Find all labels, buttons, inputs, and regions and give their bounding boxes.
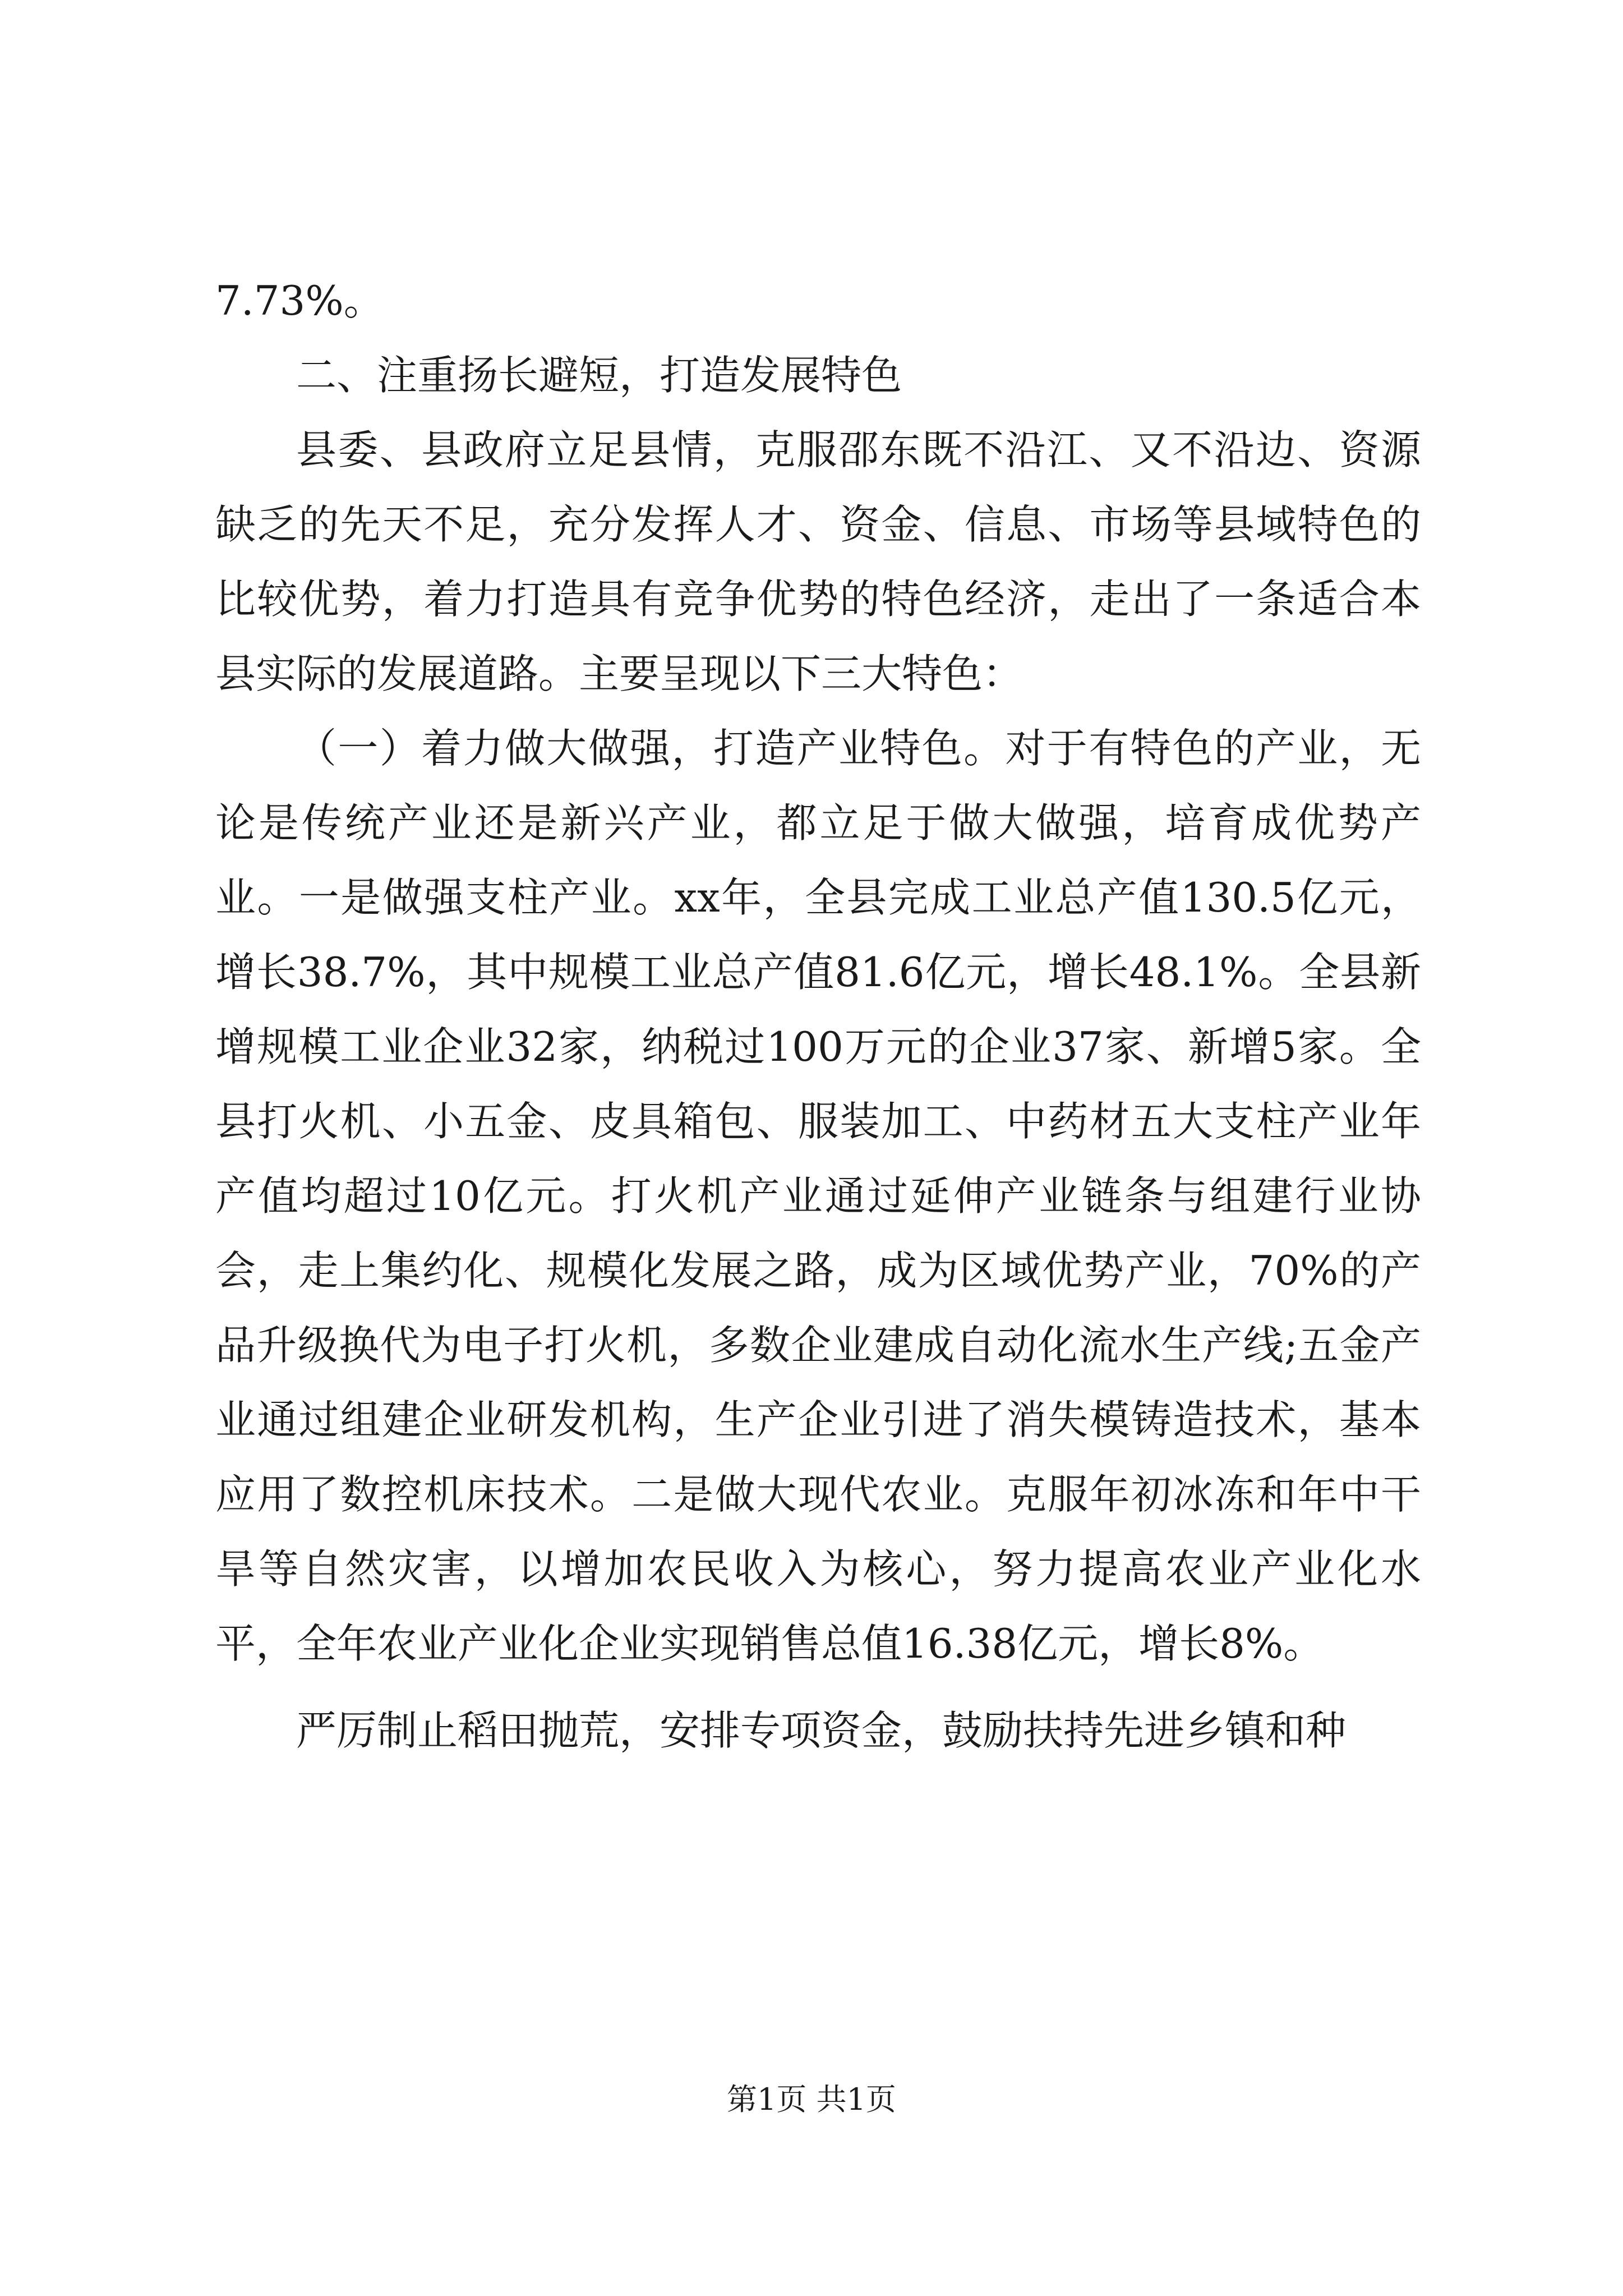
paragraph-industry: （一）着力做大做强，打造产业特色。对于有特色的产业，无论是传统产业还是新兴产业，都立足于做大做强，培育成优势产业。一是做强支柱产业。xx年，全县完成工业总产值130.5亿元，增长38.7%，其中规模工业总产值81.6亿元，增长48.1%。全县新增规模工业企业32家，纳税过100万元的企业37家、新增5家。全县打火机、小五金、皮具箱包、服装加工、中药材五大支柱产业年产值均超过10亿元。打火机产业通过延伸产业链条与组建行业协会，走上集约化、规模化发展之路，成为区域优势产业，70%的产品升级换代为电子打火机，多数企业建成自动化流水生产线;五金产业通过组建企业研发机构，生产企业引进了消失模铸造技术，基本应用了数控机床技术。二是做大现代农业。克服年初冰冻和年中干旱等自然灾害，以增加农民收入为核心，努力提高农业产业化水平，全年农业产业化企业实现销售总值16.38亿元，增长8%。 xyxy=(215,725,1421,1667)
document-body xyxy=(215,264,1421,1768)
paragraph-continuation: 7.73%。 xyxy=(215,277,384,324)
section-heading: 二、注重扬长避短，打造发展特色 xyxy=(296,352,902,399)
paragraph-intro: 县委、县政府立足县情，克服邵东既不沿江、又不沿边、资源缺乏的先天不足，充分发挥人才、资金、信息、市场等县域特色的比较优势，着力打造具有竞争优势的特色经济，走出了一条适合本县实际的发展道路。主要呈现以下三大特色： xyxy=(215,426,1421,697)
page-footer: 第1页 共1页 xyxy=(727,2082,896,2117)
paragraph-agriculture: 严厉制止稻田抛荒，安排专项资金，鼓励扶持先进乡镇和种 xyxy=(296,1707,1347,1754)
